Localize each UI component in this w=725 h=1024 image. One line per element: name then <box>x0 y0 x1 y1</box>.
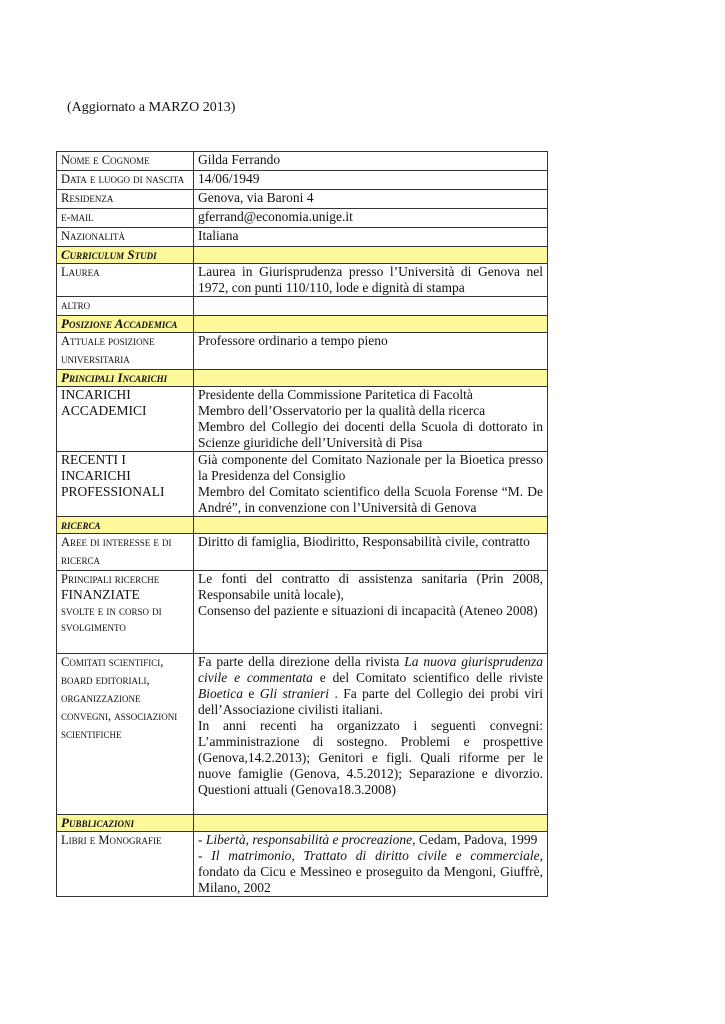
label-residenza: Residenza <box>61 191 114 205</box>
updated-date: (Aggiornato a MARZO 2013) <box>67 100 236 115</box>
comitati-paragraph-1: Fa parte della direzione della rivista La nuova giurisprudenza civile e commentata e del Comitato scientifico delle riviste Bioetica e Gli stranieri . Fa parte del Collegio dei probi viri dell’Associazione civilisti italiani. <box>198 654 543 717</box>
label-prof-1: RECENTI I <box>61 452 126 467</box>
label-ricerche-2: FINANZIATE <box>61 587 140 602</box>
row-nazionalita <box>57 228 548 247</box>
incarico-line: Presidente della Commissione Paritetica di Facoltà <box>198 387 473 402</box>
row-attuale <box>57 333 548 370</box>
label-incarichi-2: ACCADEMICI <box>61 403 147 418</box>
row-comitati <box>57 654 548 815</box>
section-posizione <box>57 316 548 333</box>
book-entry: - Libertà, responsabilità e procreazione, Cedam, Padova, 1999 <box>198 832 538 847</box>
book-entry: - Il matrimonio, Trattato di diritto civile e commerciale, fondato da Cicu e Messineo e proseguito da Mengoni, Giuffrè, Milano, 2002 <box>198 848 543 895</box>
section-pubblicazioni <box>57 815 548 832</box>
value-attuale: Professore ordinario a tempo pieno <box>194 333 548 370</box>
label-attuale: Attuale posizione universitaria <box>61 334 155 366</box>
label-nome: Nome e Cognome <box>61 153 150 167</box>
section-title-posizione: Posizione Accademica <box>57 316 194 333</box>
row-ricerche <box>57 571 548 654</box>
value-nascita: 14/06/1949 <box>194 171 548 190</box>
label-comitati: Comitati scientifici, board editoriali, organizzazione convegni, associazioni scientifiche <box>61 655 178 741</box>
cv-table <box>56 151 548 897</box>
comitati-paragraph-2: In anni recenti ha organizzato i seguenti convegni: L’amministrazione di sostegno. Problemi e prospettive (Genova,14.2.2013); Genitori e figli. Quali riforme per le nuove famiglie (Genova, 4.5.2012); Separazione e divorzio. Questioni attuali (Genova18.3.2008) <box>198 718 543 797</box>
ricerca-line: Le fonti del contratto di assistenza sanitaria (Prin 2008, Responsabile unità locale), <box>198 571 543 602</box>
row-aree <box>57 534 548 571</box>
label-altro: altro <box>61 298 91 312</box>
row-altro <box>57 297 548 316</box>
section-title-pubblicazioni: Pubblicazioni <box>57 815 194 832</box>
incarico-line: Membro dell’Osservatorio per la qualità della ricerca <box>198 403 486 418</box>
label-email: e-mail <box>61 210 94 224</box>
label-ricerche-1: Principali ricerche <box>61 572 160 586</box>
section-ricerca <box>57 517 548 534</box>
label-nascita: Data e luogo di nascita <box>61 172 185 186</box>
label-prof-2: INCARICHI <box>61 468 131 483</box>
label-ricerche-3: svolte e in corso di svolgimento <box>61 604 162 634</box>
ricerca-line: Consenso del paziente e situazioni di incapacità (Ateneo 2008) <box>198 603 538 618</box>
row-residenza <box>57 190 548 209</box>
row-libri <box>57 832 548 897</box>
label-libri: Libri e Monografie <box>61 833 162 847</box>
section-curriculum <box>57 247 548 264</box>
incarico-line: Membro del Collegio dei docenti della Scuola di dottorato in Scienze giuridiche dell’Università di Pisa <box>198 419 543 450</box>
row-nascita <box>57 171 548 190</box>
label-nazionalita: Nazionalità <box>61 229 126 243</box>
value-nome: Gilda Ferrando <box>194 152 548 171</box>
section-title-curriculum: Curriculum Studi <box>57 247 194 264</box>
row-laurea <box>57 264 548 297</box>
label-prof-3: PROFESSIONALI <box>61 484 165 499</box>
row-incarichi-professionali <box>57 452 548 517</box>
row-incarichi-accademici <box>57 387 548 452</box>
value-laurea: Laurea in Giurisprudenza presso l’Università di Genova nel 1972, con punti 110/110, lode e dignità di stampa <box>194 264 548 297</box>
row-email <box>57 209 548 228</box>
section-title-incarichi: Principali Incarichi <box>57 370 194 387</box>
section-incarichi <box>57 370 548 387</box>
incarico-prof-line: Membro del Comitato scientifico della Scuola Forense “M. De André”, in convenzione con l’Università di Genova <box>198 484 543 515</box>
label-laurea: Laurea <box>61 265 100 279</box>
row-nome <box>57 152 548 171</box>
label-aree: Aree di interesse e di ricerca <box>61 535 172 567</box>
value-email: gferrand@economia.unige.it <box>194 209 548 228</box>
incarico-prof-line: Già componente del Comitato Nazionale per la Bioetica presso la Presidenza del Consiglio <box>198 452 543 483</box>
value-residenza: Genova, via Baroni 4 <box>194 190 548 209</box>
label-incarichi-1: INCARICHI <box>61 387 131 402</box>
value-aree: Diritto di famiglia, Biodiritto, Responsabilità civile, contratto <box>194 534 548 571</box>
section-title-ricerca: ricerca <box>57 517 194 534</box>
value-nazionalita: Italiana <box>194 228 548 247</box>
